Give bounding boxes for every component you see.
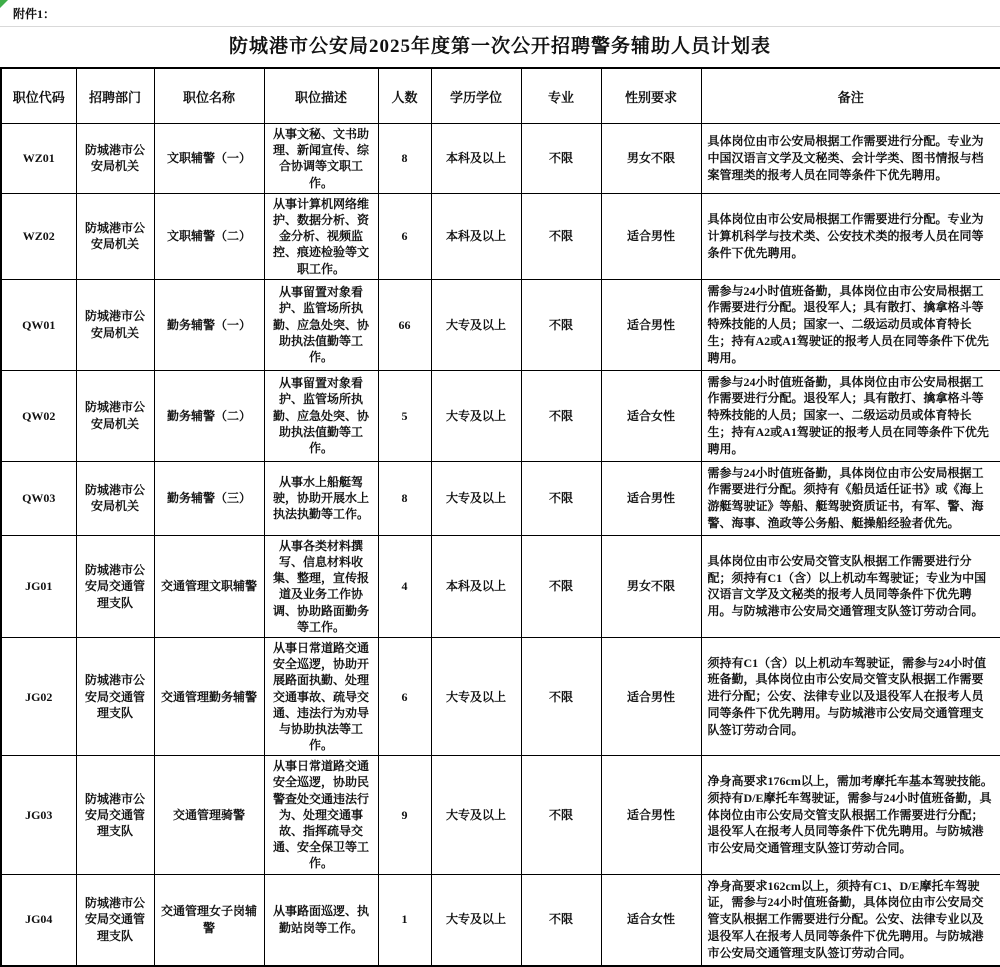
cell-desc: 从事日常道路交通安全巡逻，协助开展路面执勤、处理交通事故、疏导交通、违法行为劝导与协助执法等工作。	[264, 637, 378, 755]
sheet-corner-marker-icon	[0, 0, 8, 8]
cell-notes: 需参与24小时值班备勤，具体岗位由市公安局根据工作需要进行分配。退役军人；具有散打、擒拿格斗等特殊技能的人员；国家一、二级运动员或体育特长生；持有A2或A1驾驶证的报考人员在同等条件下优先聘用。	[701, 279, 1000, 370]
cell-name: 文职辅警（一）	[154, 124, 264, 194]
cell-code: WZ01	[1, 124, 76, 194]
table-row	[1, 279, 1000, 370]
header-row	[1, 68, 1000, 124]
cell-notes: 净身高要求162cm以上，须持有C1、D/E摩托车驾驶证，需参与24小时值班备勤，具体岗位由市公安局交管支队根据工作需要进行分配。公安、法律专业以及退役军人在报考人员同等条件下优先聘用。与防城港市公安局交通管理支队签订劳动合同。	[701, 874, 1000, 965]
cell-edu: 大专及以上	[431, 461, 521, 535]
cell-major: 不限	[521, 756, 601, 874]
page-title: 防城港市公安局2025年度第一次公开招聘警务辅助人员计划表	[228, 36, 771, 57]
cell-edu: 本科及以上	[431, 124, 521, 194]
cell-gender: 适合男性	[601, 756, 701, 874]
table-row	[1, 461, 1000, 535]
table-row	[1, 370, 1000, 461]
table-row	[1, 637, 1000, 755]
cell-dept: 防城港市公安局交通管理支队	[76, 535, 154, 637]
cell-code: JG01	[1, 535, 76, 637]
table-row	[1, 124, 1000, 194]
cell-dept: 防城港市公安局机关	[76, 193, 154, 279]
cell-code: JG02	[1, 637, 76, 755]
cell-count: 5	[378, 370, 431, 461]
cell-notes: 净身高要求176cm以上，需加考摩托车基本驾驶技能。须持有D/E摩托车驾驶证，需参与24小时值班备勤，具体岗位由市公安局交管支队根据工作需要进行分配；退役军人在报考人员同等条件下优先聘用。与防城港市公安局交通管理支队签订劳动合同。	[701, 756, 1000, 874]
recruitment-plan-table	[0, 67, 1000, 967]
cell-count: 1	[378, 874, 431, 965]
cell-gender: 男女不限	[601, 535, 701, 637]
col-header-dept: 招聘部门	[76, 68, 154, 124]
cell-gender: 适合男性	[601, 279, 701, 370]
cell-edu: 大专及以上	[431, 279, 521, 370]
cell-code: JG04	[1, 874, 76, 965]
cell-count: 6	[378, 637, 431, 755]
cell-notes: 具体岗位由市公安局根据工作需要进行分配。专业为计算机科学与技术类、公安技术类的报考人员在同等条件下优先聘用。	[701, 193, 1000, 279]
cell-code: JG03	[1, 756, 76, 874]
cell-name: 勤务辅警（一）	[154, 279, 264, 370]
cell-desc: 从事文秘、文书助理、新闻宣传、综合协调等文职工作。	[264, 124, 378, 194]
cell-count: 66	[378, 279, 431, 370]
col-header-notes: 备注	[701, 68, 1000, 124]
cell-count: 4	[378, 535, 431, 637]
cell-desc: 从事留置对象看护、监管场所执勤、应急处突、协助执法值勤等工作。	[264, 370, 378, 461]
col-header-desc: 职位描述	[264, 68, 378, 124]
cell-dept: 防城港市公安局交通管理支队	[76, 874, 154, 965]
cell-major: 不限	[521, 370, 601, 461]
cell-edu: 本科及以上	[431, 535, 521, 637]
cell-major: 不限	[521, 193, 601, 279]
cell-major: 不限	[521, 535, 601, 637]
cell-code: WZ02	[1, 193, 76, 279]
cell-notes: 需参与24小时值班备勤，具体岗位由市公安局根据工作需要进行分配。须持有《船员适任证书》或《海上游艇驾驶证》等船、艇驾驶资质证书，有军、警、海警、海事、渔政等公务船、艇操船经验者优先。	[701, 461, 1000, 535]
cell-dept: 防城港市公安局机关	[76, 279, 154, 370]
cell-code: QW02	[1, 370, 76, 461]
col-header-edu: 学历学位	[431, 68, 521, 124]
cell-dept: 防城港市公安局机关	[76, 124, 154, 194]
cell-desc: 从事日常道路交通安全巡逻，协助民警查处交通违法行为、处理交通事故、指挥疏导交通、安全保卫等工作。	[264, 756, 378, 874]
cell-dept: 防城港市公安局交通管理支队	[76, 637, 154, 755]
cell-edu: 大专及以上	[431, 370, 521, 461]
cell-gender: 男女不限	[601, 124, 701, 194]
cell-count: 8	[378, 124, 431, 194]
top-gridline	[0, 26, 1000, 27]
cell-desc: 从事路面巡逻、执勤站岗等工作。	[264, 874, 378, 965]
cell-name: 勤务辅警（三）	[154, 461, 264, 535]
cell-edu: 大专及以上	[431, 637, 521, 755]
cell-name: 交通管理勤务辅警	[154, 637, 264, 755]
cell-count: 8	[378, 461, 431, 535]
cell-gender: 适合女性	[601, 874, 701, 965]
cell-count: 9	[378, 756, 431, 874]
cell-gender: 适合男性	[601, 637, 701, 755]
cell-dept: 防城港市公安局机关	[76, 461, 154, 535]
cell-desc: 从事计算机网络维护、数据分析、资金分析、视频监控、痕迹检验等文职工作。	[264, 193, 378, 279]
attachment-label: 附件1：	[13, 7, 56, 21]
table-row	[1, 193, 1000, 279]
col-header-code: 职位代码	[1, 68, 76, 124]
cell-major: 不限	[521, 124, 601, 194]
cell-gender: 适合男性	[601, 193, 701, 279]
cell-gender: 适合男性	[601, 461, 701, 535]
cell-gender: 适合女性	[601, 370, 701, 461]
col-header-name: 职位名称	[154, 68, 264, 124]
cell-notes: 须持有C1（含）以上机动车驾驶证，需参与24小时值班备勤，具体岗位由市公安局交管支队根据工作需要进行分配；公安、法律专业以及退役军人在报考人员同等条件下优先聘用。与防城港市公安局交通管理支队签订劳动合同。	[701, 637, 1000, 755]
cell-desc: 从事各类材料撰写、信息材料收集、整理，宣传报道及业务工作协调、协助路面勤务等工作。	[264, 535, 378, 637]
col-header-major: 专业	[521, 68, 601, 124]
cell-dept: 防城港市公安局机关	[76, 370, 154, 461]
table-row	[1, 756, 1000, 874]
cell-major: 不限	[521, 279, 601, 370]
cell-major: 不限	[521, 461, 601, 535]
cell-code: QW01	[1, 279, 76, 370]
cell-count: 6	[378, 193, 431, 279]
cell-desc: 从事留置对象看护、监管场所执勤、应急处突、协助执法值勤等工作。	[264, 279, 378, 370]
cell-edu: 大专及以上	[431, 874, 521, 965]
cell-major: 不限	[521, 874, 601, 965]
col-header-count: 人数	[378, 68, 431, 124]
cell-desc: 从事水上船艇驾驶，协助开展水上执法执勤等工作。	[264, 461, 378, 535]
cell-notes: 需参与24小时值班备勤，具体岗位由市公安局根据工作需要进行分配。退役军人；具有散打、擒拿格斗等特殊技能的人员；国家一、二级运动员或体育特长生；持有A2或A1驾驶证的报考人员在同等条件下优先聘用。	[701, 370, 1000, 461]
cell-code: QW03	[1, 461, 76, 535]
cell-dept: 防城港市公安局交通管理支队	[76, 756, 154, 874]
col-header-gender: 性别要求	[601, 68, 701, 124]
cell-major: 不限	[521, 637, 601, 755]
cell-name: 交通管理女子岗辅警	[154, 874, 264, 965]
cell-notes: 具体岗位由市公安局根据工作需要进行分配。专业为中国汉语言文学及文秘类、会计学类、图书情报与档案管理类的报考人员在同等条件下优先聘用。	[701, 124, 1000, 194]
cell-edu: 本科及以上	[431, 193, 521, 279]
cell-edu: 大专及以上	[431, 756, 521, 874]
cell-name: 交通管理文职辅警	[154, 535, 264, 637]
cell-name: 文职辅警（二）	[154, 193, 264, 279]
cell-notes: 具体岗位由市公安局交管支队根据工作需要进行分配；须持有C1（含）以上机动车驾驶证；专业为中国汉语言文学及文秘类的报考人员同等条件下优先聘用。与防城港市公安局交通管理支队签订劳动合同。	[701, 535, 1000, 637]
table-row	[1, 874, 1000, 965]
table-row	[1, 535, 1000, 637]
cell-name: 交通管理骑警	[154, 756, 264, 874]
cell-name: 勤务辅警（二）	[154, 370, 264, 461]
